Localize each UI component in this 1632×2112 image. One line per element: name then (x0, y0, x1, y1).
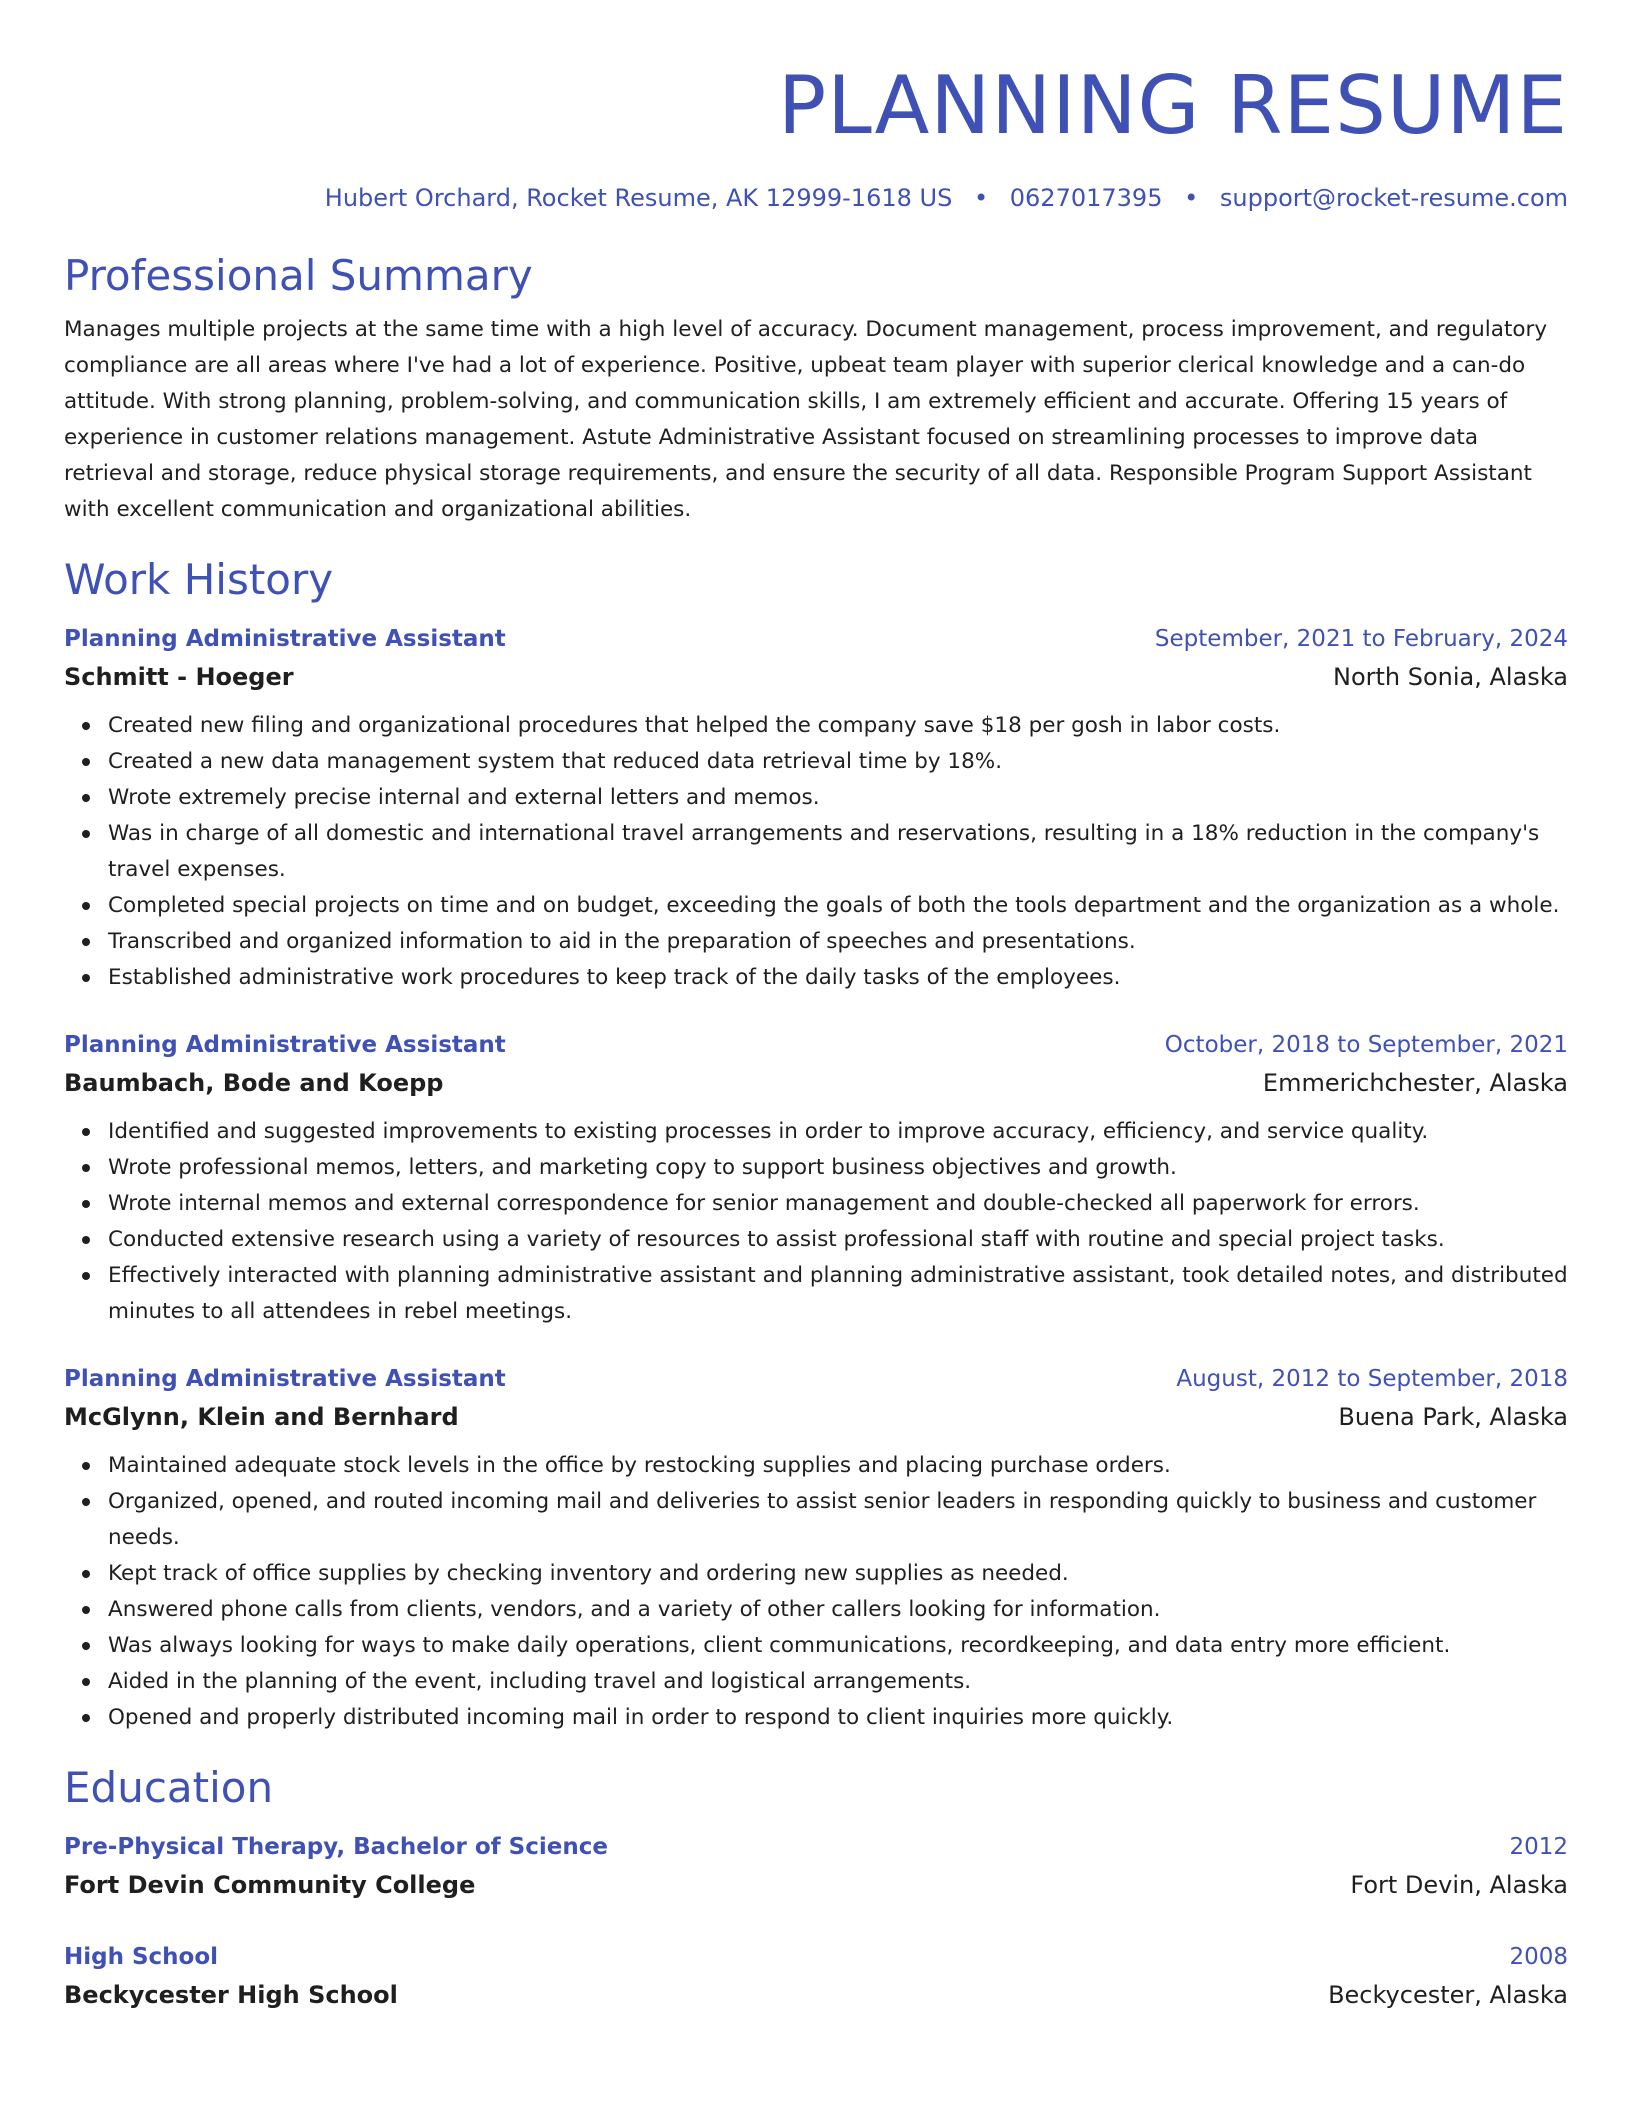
bullet-item: Created new filing and organizational procedures that helped the company save $18 per gosh in labor costs. (108, 708, 1568, 744)
education-degree: Pre-Physical Therapy, Bachelor of Science (64, 1834, 608, 1860)
education-year: 2012 (1509, 1834, 1568, 1860)
contact-line (64, 182, 1568, 214)
contact-email: support@rocket-resume.com (1219, 184, 1568, 212)
job-company: Baumbach, Bode and Koepp (64, 1069, 444, 1097)
bullet-item: Opened and properly distributed incoming mail in order to respond to client inquiries more quickly. (108, 1700, 1568, 1736)
contact-phone: 0627017395 (1009, 184, 1163, 212)
job-company: Schmitt - Hoeger (64, 663, 294, 691)
bullet-item: Aided in the planning of the event, including travel and logistical arrangements. (108, 1664, 1568, 1700)
bullet-item: Created a new data management system that reduced data retrieval time by 18%. (108, 744, 1568, 780)
bullet-item: Conducted extensive research using a variety of resources to assist professional staff with routine and special project tasks. (108, 1222, 1568, 1258)
job-dates: September, 2021 to February, 2024 (1154, 626, 1568, 652)
summary-text: Manages multiple projects at the same time with a high level of accuracy. Document management, process improvement, and regulatory compliance are all areas where I've had a lot of experience. Positive, upbeat team player with superior clerical knowledge and a can-do attitude. With strong planning, problem-solving, and communication skills, I am extremely efficient and accurate. Offering 15 years of experience in customer relations management. Astute Administrative Assistant focused on streamlining processes to improve data retrieval and storage, reduce physical storage requirements, and ensure the security of all data. Responsible Program Support Assistant with excellent communication and organizational abilities. (64, 317, 1548, 522)
education-entry (64, 1828, 1568, 1904)
bullet-item: Kept track of office supplies by checking inventory and ordering new supplies as needed. (108, 1556, 1568, 1592)
education-school: Fort Devin Community College (64, 1871, 476, 1899)
resume-title: PLANNING RESUME (778, 59, 1568, 152)
bullet-item: Maintained adequate stock levels in the office by restocking supplies and placing purchase orders. (108, 1448, 1568, 1484)
job-entry (64, 620, 1568, 996)
job-bullets (64, 1448, 1568, 1736)
bullet-item: Wrote internal memos and external correspondence for senior management and double-checked all paperwork for errors. (108, 1186, 1568, 1222)
bullet-item: Was always looking for ways to make daily operations, client communications, recordkeeping, and data entry more efficient. (108, 1628, 1568, 1664)
contact-separator: • (1184, 184, 1199, 212)
job-location: Emmerichchester, Alaska (1262, 1069, 1568, 1097)
bullet-item: Wrote professional memos, letters, and marketing copy to support business objectives and growth. (108, 1150, 1568, 1186)
job-bullets (64, 708, 1568, 996)
bullet-item: Completed special projects on time and on budget, exceeding the goals of both the tools department and the organization as a whole. (108, 888, 1568, 924)
education-heading: Education (64, 1763, 274, 1812)
education-degree: High School (64, 1944, 219, 1970)
contact-address: Hubert Orchard, Rocket Resume, AK 12999-1618 US (324, 184, 953, 212)
bullet-item: Effectively interacted with planning administrative assistant and planning administrative assistant, took detailed notes, and distributed minutes to all attendees in rebel meetings. (108, 1258, 1568, 1330)
job-entry (64, 1026, 1568, 1330)
bullet-item: Answered phone calls from clients, vendors, and a variety of other callers looking for information. (108, 1592, 1568, 1628)
education-entry (64, 1938, 1568, 2014)
bullet-item: Organized, opened, and routed incoming mail and deliveries to assist senior leaders in responding quickly to business and customer needs. (108, 1484, 1568, 1556)
resume-page (64, 0, 1568, 2014)
bullet-item: Was in charge of all domestic and international travel arrangements and reservations, resulting in a 18% reduction in the company's travel expenses. (108, 816, 1568, 888)
work-history-heading: Work History (64, 555, 334, 604)
job-location: North Sonia, Alaska (1333, 663, 1568, 691)
job-bullets (64, 1114, 1568, 1330)
summary-heading: Professional Summary (64, 251, 533, 300)
job-dates: August, 2012 to September, 2018 (1176, 1366, 1568, 1392)
education-year: 2008 (1509, 1944, 1568, 1970)
bullet-item: Identified and suggested improvements to existing processes in order to improve accuracy, efficiency, and service quality. (108, 1114, 1568, 1150)
job-location: Buena Park, Alaska (1338, 1403, 1568, 1431)
education-location: Beckycester, Alaska (1328, 1981, 1568, 2009)
education-location: Fort Devin, Alaska (1350, 1871, 1568, 1899)
bullet-item: Established administrative work procedures to keep track of the daily tasks of the employees. (108, 960, 1568, 996)
job-company: McGlynn, Klein and Bernhard (64, 1403, 459, 1431)
job-title: Planning Administrative Assistant (64, 626, 506, 652)
job-dates: October, 2018 to September, 2021 (1164, 1032, 1568, 1058)
job-title: Planning Administrative Assistant (64, 1366, 506, 1392)
job-title: Planning Administrative Assistant (64, 1032, 506, 1058)
bullet-item: Transcribed and organized information to aid in the preparation of speeches and presentations. (108, 924, 1568, 960)
education-school: Beckycester High School (64, 1981, 398, 2009)
bullet-item: Wrote extremely precise internal and external letters and memos. (108, 780, 1568, 816)
job-entry (64, 1360, 1568, 1736)
contact-separator: • (973, 184, 989, 212)
